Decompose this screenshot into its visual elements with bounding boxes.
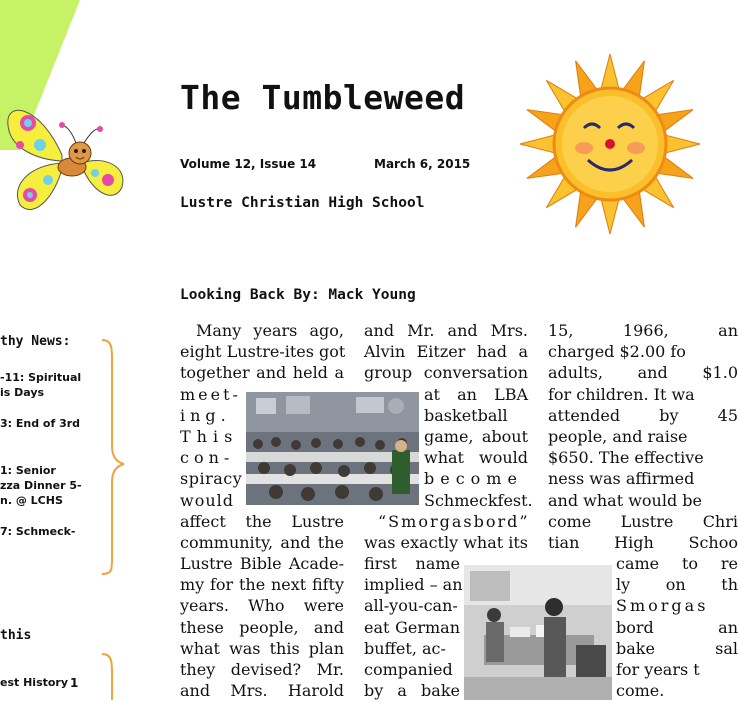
text-line: community, and the [180,532,344,552]
sun-ray [665,135,700,153]
text-line: eight Lustre-ites got [180,342,346,362]
text-line: Lustre Bible Acade- [180,554,344,574]
text-line: at an LBA [424,384,528,404]
volume-issue: Volume 12, Issue 14 [180,157,317,171]
text-line: Smorgas [616,596,709,616]
article-column-1 [180,320,344,701]
text-line: tian High Schoo [548,532,738,552]
text-line: basketball [424,405,508,425]
text-line: what was this plan [180,638,344,658]
text-line: implied – an [364,575,463,595]
text-line: came to re [616,554,738,574]
sidebar-bracket [98,336,128,576]
text-line: game, about [424,426,528,446]
text-line: all-you-can- [364,596,458,616]
text-line: “Smorgasbord” [378,511,530,531]
sun-ray [601,54,619,89]
text-line: bord an [616,617,738,637]
text-line: ing. [180,405,231,425]
text-line: affect the Lustre [180,511,344,531]
sidebar-news-item: -11: Spiritual is Days [0,371,82,399]
text-line: con- [180,448,235,468]
text-line: for years t [616,660,700,679]
issue-date: March 6, 2015 [374,157,471,171]
text-line: $650. The effective [548,448,704,468]
text-line: come Lustre Chri [548,511,738,531]
text-line: together and held a [180,363,344,383]
text-line: by a bake [364,681,460,701]
text-line: Many years ago, [196,321,344,340]
sun-ray [601,199,619,234]
text-line: and what would be [548,490,703,510]
sidebar-this-heading: this [0,628,32,643]
text-line: adults, and $1.0 [548,363,738,383]
text-line: these people, and [180,617,344,637]
text-line: my for the next fifty [180,575,344,595]
text-line: years. Who were [180,596,344,616]
text-line: Schmeckfest. [424,490,533,510]
text-line: meet- [180,384,241,404]
text-line: buffet, ac- [364,638,446,658]
text-line: people, and raise [548,426,688,446]
text-line: and Mr. and Mrs. [364,321,528,340]
contents-page-number: 1 [70,676,79,690]
text-line: would [180,490,234,510]
sidebar-news-item: 7: Schmeck- [0,525,76,538]
newsletter-title: The Tumbleweed [180,78,466,117]
sidebar-bracket-lower [98,650,128,700]
text-line: come. [616,681,665,701]
text-line: they devised? Mr. [180,660,344,679]
text-line: Alvin Eitzer had a [364,342,528,362]
school-name: Lustre Christian High School [180,195,425,211]
text-line: was exactly what its [364,532,529,552]
sun-icon [518,52,700,238]
text-line: first name [364,554,460,574]
text-line: This [180,426,239,446]
butterfly-icon [0,95,130,220]
text-line: attended by 45 [548,405,738,425]
text-line: bake sal [616,638,738,658]
sidebar-news-item: 3: End of 3rd [0,417,81,430]
sun-ray [520,135,555,153]
text-line: ness was affirmed [548,469,695,489]
text-line: eat German [364,617,460,637]
sidebar-news-item: 1: Senior zza Dinner 5- n. @ LCHS [0,464,82,507]
text-line: spiracy [180,469,243,489]
contents-item[interactable]: est History [0,676,69,689]
text-line: companied [364,660,453,679]
article-headline: Looking Back By: Mack Young [180,287,416,303]
text-line: charged $2.00 fo [548,342,686,362]
sidebar-news-heading: thy News: [0,334,71,349]
text-line: 15, 1966, an [548,321,738,340]
text-line: become [424,469,523,489]
text-line: for children. It wa [548,384,695,404]
text-line: what would [424,448,528,468]
text-line: group conversation [364,363,528,383]
text-line: and Mrs. Harold [180,681,344,701]
text-line: ly on th [616,575,738,595]
article-column-3 [548,320,738,701]
